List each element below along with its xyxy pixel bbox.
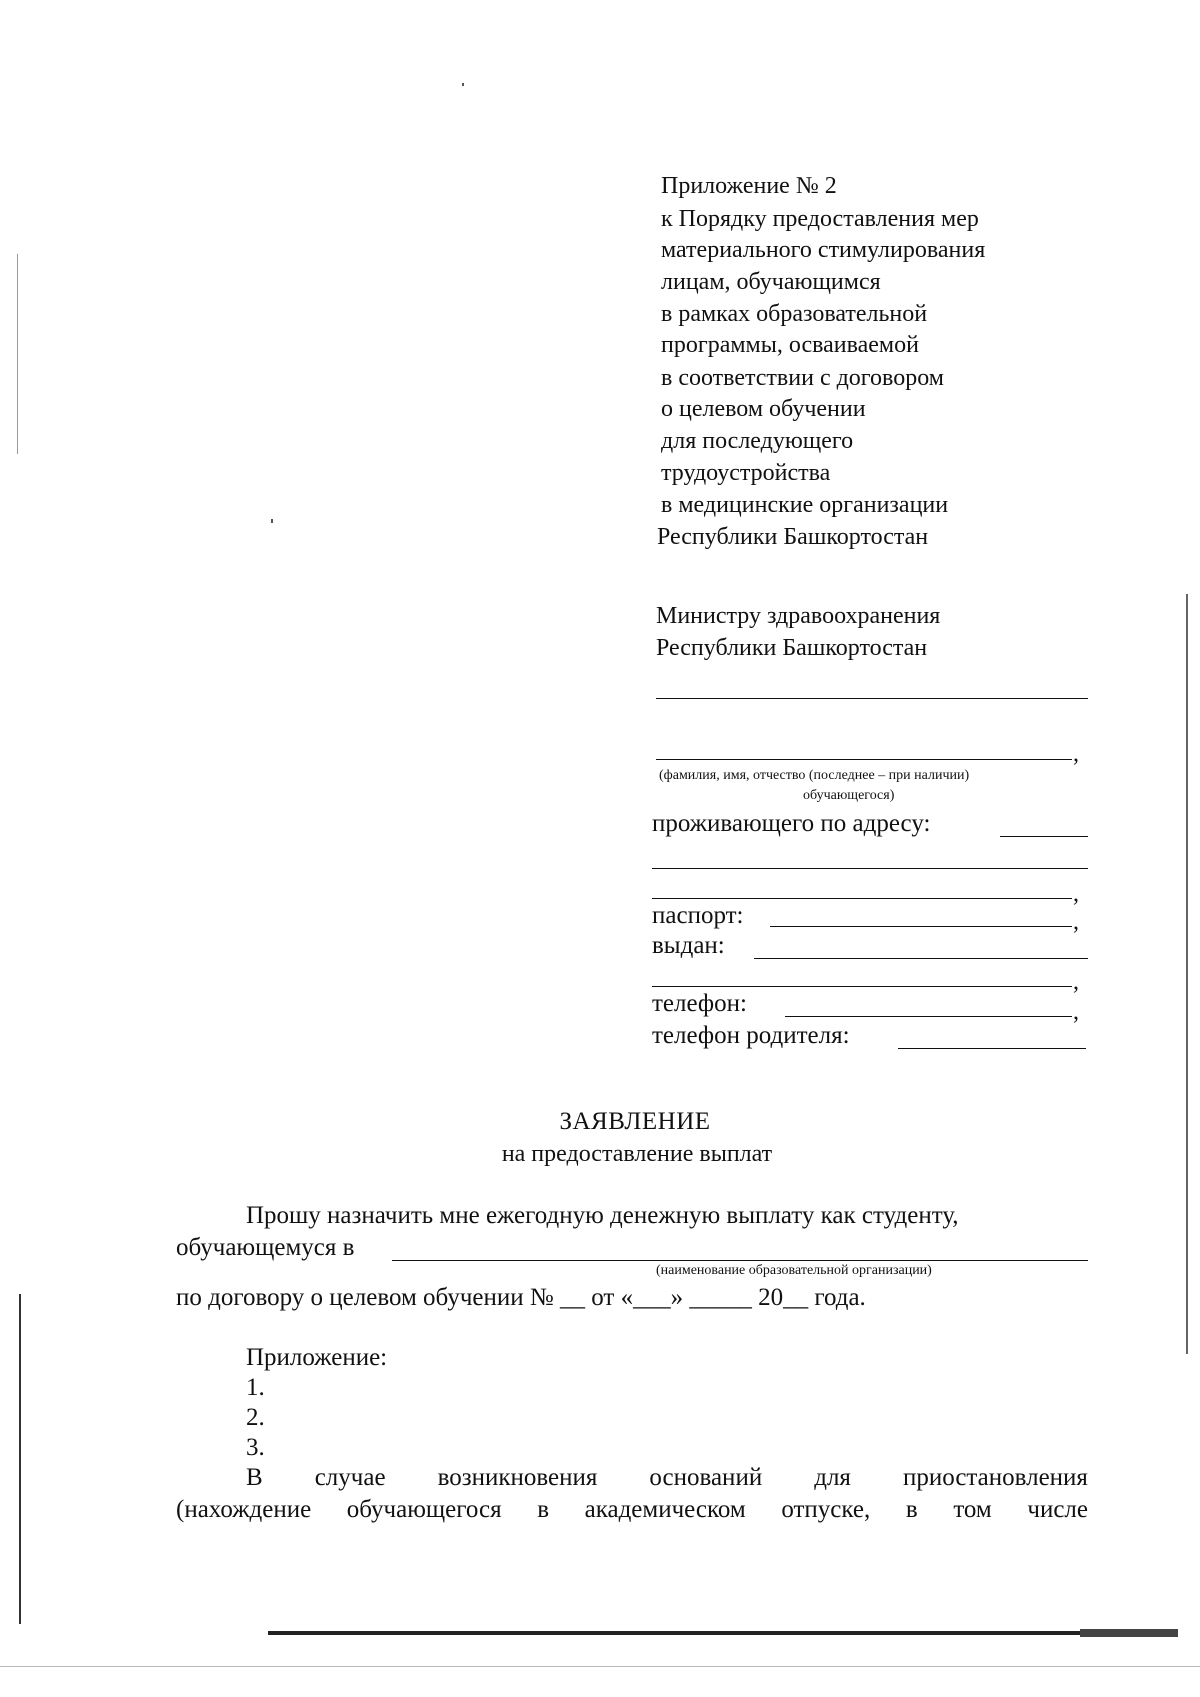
fio-comma: , bbox=[1073, 741, 1079, 767]
addressee-line-1: Министру здравоохранения bbox=[656, 603, 941, 629]
word: приостановления bbox=[902, 1464, 1088, 1491]
address-comma: , bbox=[1073, 881, 1079, 907]
fio-blank-line[interactable] bbox=[656, 759, 1072, 760]
issued-label: выдан: bbox=[652, 932, 725, 959]
word: обучающегося bbox=[346, 1496, 502, 1523]
appendix-line: программы, осваиваемой bbox=[661, 332, 919, 358]
scan-edge-mark bbox=[19, 1294, 21, 1624]
scan-edge-mark bbox=[17, 254, 18, 454]
word: оснований bbox=[649, 1464, 763, 1491]
appendix-line: в рамках образовательной bbox=[661, 301, 928, 327]
attachment-item: 1. bbox=[246, 1374, 265, 1401]
scan-edge-mark bbox=[268, 1631, 1178, 1635]
request-line-1: Прошу назначить мне ежегодную денежную выплату как студенту, bbox=[246, 1202, 959, 1229]
request-line-2-prefix: обучающемуся в bbox=[176, 1234, 355, 1261]
word: в bbox=[905, 1496, 918, 1523]
attachment-item: 2. bbox=[246, 1404, 265, 1431]
attachment-item: 3. bbox=[246, 1434, 265, 1461]
phone-label: телефон: bbox=[652, 990, 747, 1017]
issued-field[interactable] bbox=[754, 958, 1088, 959]
scan-edge-mark bbox=[1080, 1629, 1178, 1637]
appendix-title: Приложение № 2 bbox=[661, 173, 837, 199]
appendix-line: материального стимулирования bbox=[661, 237, 986, 263]
suspension-line-2 bbox=[176, 1494, 1088, 1526]
parent-phone-field[interactable] bbox=[898, 1048, 1086, 1049]
address-field[interactable] bbox=[1000, 836, 1088, 837]
word: числе bbox=[1027, 1496, 1088, 1523]
address-field[interactable] bbox=[652, 868, 1088, 869]
appendix-line: лицам, обучающимся bbox=[661, 269, 881, 295]
address-field[interactable] bbox=[652, 898, 1072, 899]
scan-speck bbox=[462, 83, 464, 86]
word: случае bbox=[314, 1464, 386, 1491]
addressee-blank-line[interactable] bbox=[656, 698, 1088, 699]
scan-edge-mark bbox=[1186, 594, 1188, 1354]
appendix-line: о целевом обучении bbox=[661, 396, 866, 422]
document-title: ЗАЯВЛЕНИЕ bbox=[559, 1108, 711, 1135]
appendix-line: к Порядку предоставления мер bbox=[661, 206, 979, 232]
fio-hint: (фамилия, имя, отчество (последнее – при наличии) bbox=[659, 768, 970, 783]
phone-field[interactable] bbox=[785, 1016, 1072, 1017]
appendix-line: для последующего bbox=[661, 428, 854, 454]
fio-hint: обучающегося) bbox=[803, 788, 895, 803]
addressee-line-2: Республики Башкортостан bbox=[656, 635, 928, 661]
address-label: проживающего по адресу: bbox=[652, 810, 931, 837]
passport-field[interactable] bbox=[770, 926, 1072, 927]
phone-comma: , bbox=[1073, 999, 1079, 1025]
word: отпуске, bbox=[781, 1496, 871, 1523]
parent-phone-label: телефон родителя: bbox=[652, 1022, 850, 1049]
passport-comma: , bbox=[1073, 909, 1079, 935]
word: для bbox=[814, 1464, 851, 1491]
issued-field[interactable] bbox=[652, 986, 1072, 987]
contract-line: по договору о целевом обучении № __ от «___» _____ 20__ года. bbox=[176, 1284, 866, 1311]
word: академическом bbox=[584, 1496, 746, 1523]
appendix-line: в медицинские организации bbox=[661, 492, 949, 518]
appendix-line: в соответствии с договором bbox=[661, 365, 944, 391]
word: возникновения bbox=[437, 1464, 598, 1491]
document-subtitle: на предоставление выплат bbox=[501, 1141, 773, 1167]
word: (нахождение bbox=[176, 1496, 312, 1523]
organization-field[interactable] bbox=[392, 1260, 1088, 1261]
attachments-label: Приложение: bbox=[246, 1344, 388, 1371]
passport-label: паспорт: bbox=[652, 902, 744, 929]
scan-speck bbox=[271, 519, 273, 523]
scan-edge-mark bbox=[0, 1666, 1200, 1667]
appendix-line: Республики Башкортостан bbox=[657, 524, 929, 550]
appendix-line: трудоустройства bbox=[661, 460, 831, 486]
word: в bbox=[537, 1496, 550, 1523]
issued-comma: , bbox=[1073, 969, 1079, 995]
word: том bbox=[953, 1496, 992, 1523]
word: В bbox=[246, 1464, 263, 1491]
organization-hint: (наименование образовательной организации) bbox=[656, 1263, 932, 1278]
suspension-line-1 bbox=[246, 1462, 1088, 1494]
